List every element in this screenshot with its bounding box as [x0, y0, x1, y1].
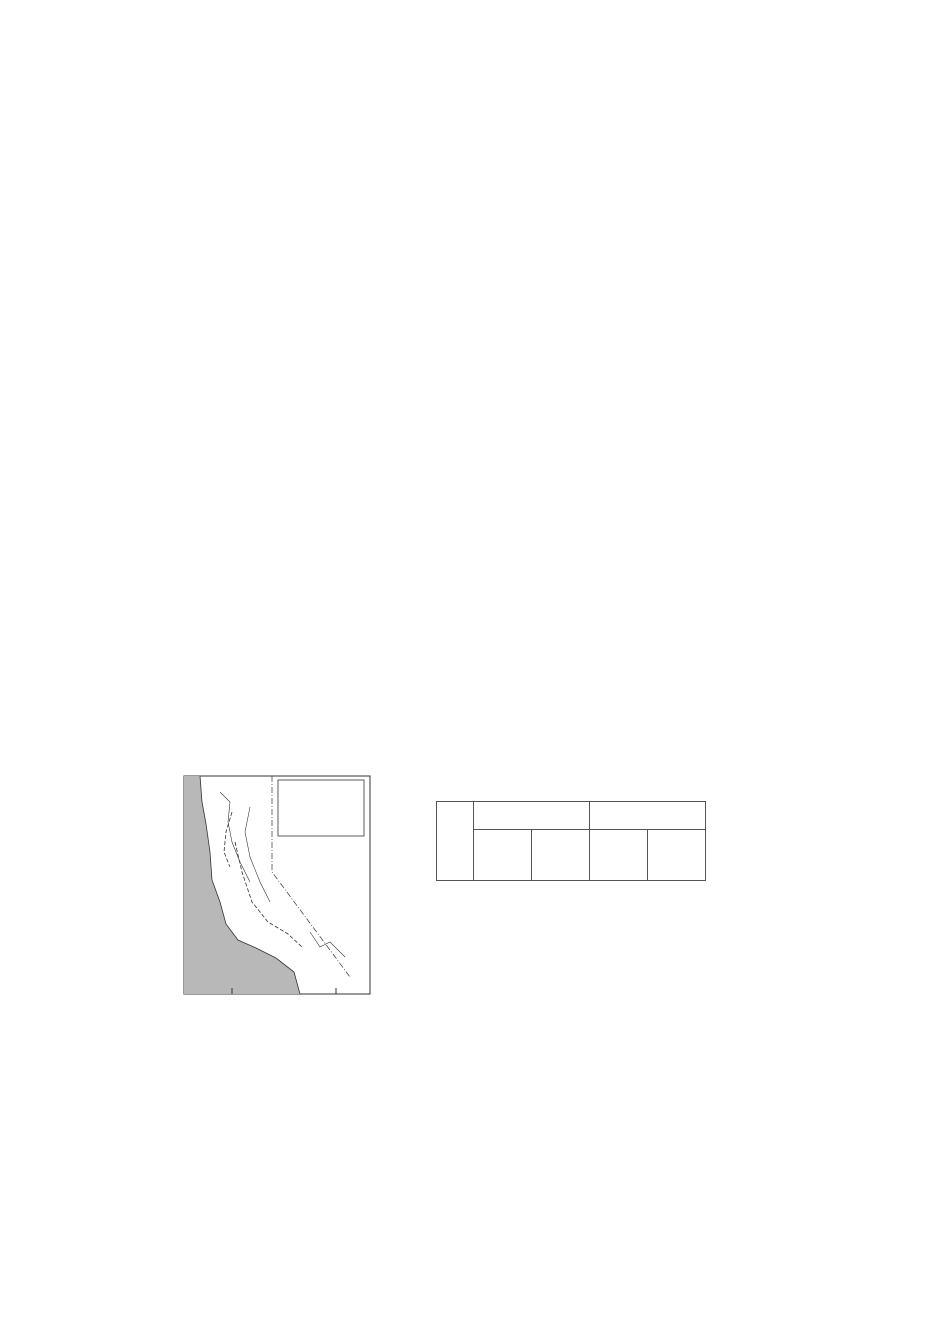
table-3 [436, 801, 706, 881]
header-sell-price [590, 830, 648, 881]
header-sell [590, 802, 706, 830]
header-buy-price [474, 830, 532, 881]
figure-9 [140, 128, 740, 428]
header-year [437, 802, 474, 881]
header-buy-volume [532, 830, 590, 881]
figure-10-map [160, 772, 380, 1022]
header-sell-volume [648, 830, 706, 881]
header-buy [474, 802, 590, 830]
